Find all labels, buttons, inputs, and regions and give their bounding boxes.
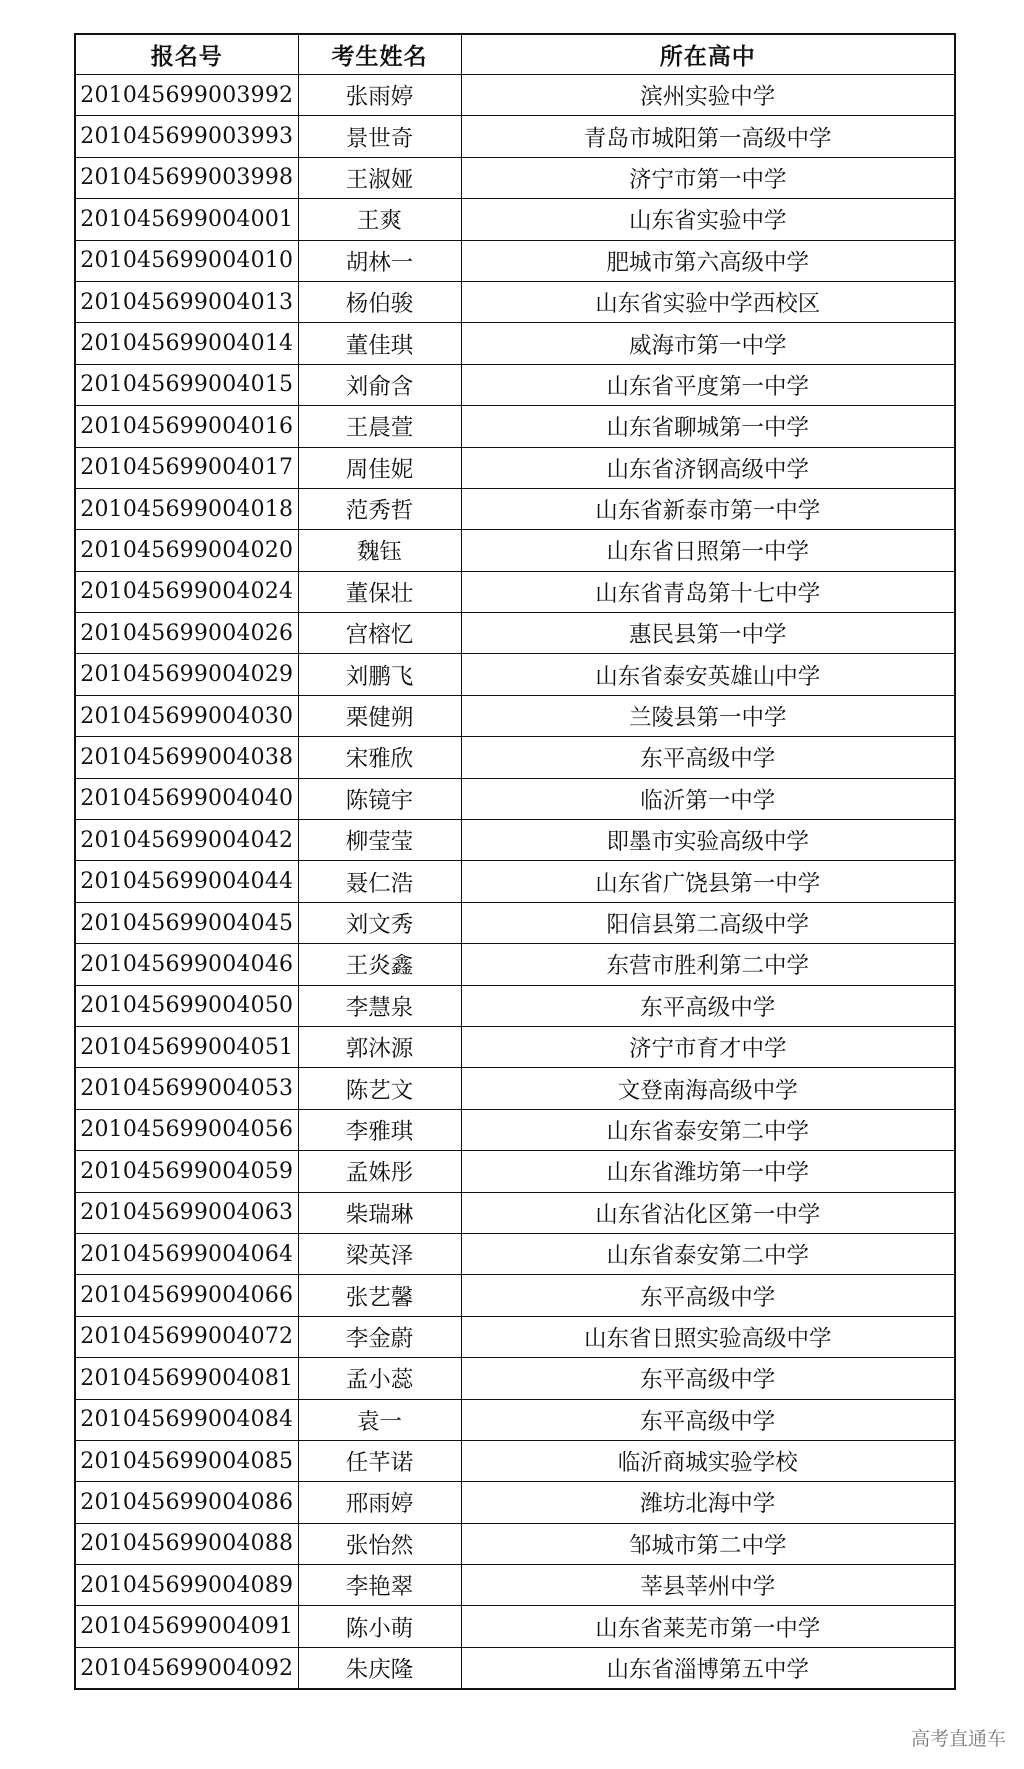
table-row [75, 1482, 955, 1523]
registration-number-cell: 201045699004017 [75, 447, 298, 488]
table-row [75, 695, 955, 736]
student-name-cell: 栗健朔 [298, 695, 461, 736]
table-row [75, 75, 955, 116]
student-name-cell: 董保壮 [298, 571, 461, 612]
table-row [75, 447, 955, 488]
header-high-school: 所在高中 [461, 34, 955, 75]
table-row [75, 654, 955, 695]
student-name-cell: 孟小蕊 [298, 1358, 461, 1399]
registration-number-cell: 201045699004020 [75, 530, 298, 571]
table-row [75, 240, 955, 281]
student-name-cell: 宋雅欣 [298, 737, 461, 778]
student-name-cell: 李金蔚 [298, 1316, 461, 1357]
table-row [75, 530, 955, 571]
table-row [75, 1151, 955, 1192]
registration-number-cell: 201045699004010 [75, 240, 298, 281]
high-school-cell: 阳信县第二高级中学 [461, 902, 955, 943]
student-name-cell: 宫榕忆 [298, 613, 461, 654]
registration-number-cell: 201045699004001 [75, 199, 298, 240]
table-row [75, 1109, 955, 1150]
student-name-cell: 周佳妮 [298, 447, 461, 488]
high-school-cell: 邹城市第二中学 [461, 1523, 955, 1564]
student-name-cell: 李雅琪 [298, 1109, 461, 1150]
registration-number-cell: 201045699004053 [75, 1068, 298, 1109]
table-row [75, 902, 955, 943]
student-name-cell: 张怡然 [298, 1523, 461, 1564]
registration-number-cell: 201045699004089 [75, 1565, 298, 1606]
table-row [75, 157, 955, 198]
registration-number-cell: 201045699004086 [75, 1482, 298, 1523]
student-name-cell: 魏钰 [298, 530, 461, 571]
high-school-cell: 山东省潍坊第一中学 [461, 1151, 955, 1192]
high-school-cell: 山东省广饶县第一中学 [461, 861, 955, 902]
registration-number-cell: 201045699004029 [75, 654, 298, 695]
registration-number-cell: 201045699004016 [75, 406, 298, 447]
table-row [75, 1192, 955, 1233]
student-name-cell: 梁英泽 [298, 1233, 461, 1274]
registration-number-cell: 201045699004091 [75, 1606, 298, 1647]
student-name-cell: 王淑娅 [298, 157, 461, 198]
high-school-cell: 山东省实验中学 [461, 199, 955, 240]
high-school-cell: 肥城市第六高级中学 [461, 240, 955, 281]
student-name-cell: 李艳翠 [298, 1565, 461, 1606]
high-school-cell: 山东省泰安英雄山中学 [461, 654, 955, 695]
high-school-cell: 东营市胜利第二中学 [461, 944, 955, 985]
high-school-cell: 青岛市城阳第一高级中学 [461, 116, 955, 157]
registration-number-cell: 201045699003998 [75, 157, 298, 198]
high-school-cell: 东平高级中学 [461, 1399, 955, 1440]
table-row [75, 406, 955, 447]
high-school-cell: 莘县莘州中学 [461, 1565, 955, 1606]
registration-number-cell: 201045699004013 [75, 281, 298, 322]
table-row [75, 281, 955, 322]
student-name-cell: 聂仁浩 [298, 861, 461, 902]
high-school-cell: 济宁市育才中学 [461, 1026, 955, 1067]
high-school-cell: 山东省济钢高级中学 [461, 447, 955, 488]
registration-number-cell: 201045699003993 [75, 116, 298, 157]
table-row [75, 613, 955, 654]
high-school-cell: 山东省泰安第二中学 [461, 1109, 955, 1150]
student-name-cell: 刘俞含 [298, 364, 461, 405]
high-school-cell: 威海市第一中学 [461, 323, 955, 364]
table-row [75, 1275, 955, 1316]
table-row [75, 1358, 955, 1399]
student-name-cell: 刘鹏飞 [298, 654, 461, 695]
registration-number-cell: 201045699004051 [75, 1026, 298, 1067]
admission-list-sheet [74, 33, 954, 1690]
registration-number-cell: 201045699004040 [75, 778, 298, 819]
high-school-cell: 东平高级中学 [461, 985, 955, 1026]
table-row [75, 737, 955, 778]
table-row [75, 820, 955, 861]
high-school-cell: 山东省沾化区第一中学 [461, 1192, 955, 1233]
student-name-cell: 任芊诺 [298, 1440, 461, 1481]
student-name-cell: 袁一 [298, 1399, 461, 1440]
high-school-cell: 山东省莱芜市第一中学 [461, 1606, 955, 1647]
table-row [75, 1523, 955, 1564]
high-school-cell: 临沂商城实验学校 [461, 1440, 955, 1481]
student-name-cell: 范秀哲 [298, 488, 461, 529]
table-row [75, 1026, 955, 1067]
registration-number-cell: 201045699004059 [75, 1151, 298, 1192]
high-school-cell: 山东省青岛第十七中学 [461, 571, 955, 612]
table-row [75, 985, 955, 1026]
high-school-cell: 东平高级中学 [461, 1358, 955, 1399]
student-name-cell: 李慧泉 [298, 985, 461, 1026]
registration-number-cell: 201045699004092 [75, 1647, 298, 1689]
registration-number-cell: 201045699004072 [75, 1316, 298, 1357]
high-school-cell: 济宁市第一中学 [461, 157, 955, 198]
high-school-cell: 山东省新泰市第一中学 [461, 488, 955, 529]
student-name-cell: 王爽 [298, 199, 461, 240]
student-name-cell: 胡林一 [298, 240, 461, 281]
table-row [75, 323, 955, 364]
registration-number-cell: 201045699004081 [75, 1358, 298, 1399]
high-school-cell: 临沂第一中学 [461, 778, 955, 819]
table-row [75, 861, 955, 902]
table-row [75, 1316, 955, 1357]
registration-number-cell: 201045699004066 [75, 1275, 298, 1316]
student-name-cell: 柳莹莹 [298, 820, 461, 861]
registration-number-cell: 201045699004085 [75, 1440, 298, 1481]
student-name-cell: 王炎鑫 [298, 944, 461, 985]
student-name-cell: 董佳琪 [298, 323, 461, 364]
high-school-cell: 山东省日照第一中学 [461, 530, 955, 571]
table-row [75, 944, 955, 985]
registration-number-cell: 201045699004064 [75, 1233, 298, 1274]
registration-number-cell: 201045699004056 [75, 1109, 298, 1150]
table-row [75, 1399, 955, 1440]
watermark-text: 高考直通车 [910, 1728, 1006, 1750]
student-name-cell: 刘文秀 [298, 902, 461, 943]
registration-number-cell: 201045699004026 [75, 613, 298, 654]
high-school-cell: 即墨市实验高级中学 [461, 820, 955, 861]
admission-table [74, 33, 956, 1690]
registration-number-cell: 201045699004018 [75, 488, 298, 529]
table-header-row [75, 34, 955, 75]
high-school-cell: 东平高级中学 [461, 1275, 955, 1316]
student-name-cell: 邢雨婷 [298, 1482, 461, 1523]
table-row [75, 199, 955, 240]
header-registration-number: 报名号 [75, 34, 298, 75]
table-body [75, 75, 955, 1690]
header-student-name: 考生姓名 [298, 34, 461, 75]
table-row [75, 364, 955, 405]
registration-number-cell: 201045699004042 [75, 820, 298, 861]
table-row [75, 116, 955, 157]
student-name-cell: 王晨萱 [298, 406, 461, 447]
high-school-cell: 山东省实验中学西校区 [461, 281, 955, 322]
registration-number-cell: 201045699004063 [75, 1192, 298, 1233]
registration-number-cell: 201045699004030 [75, 695, 298, 736]
registration-number-cell: 201045699004084 [75, 1399, 298, 1440]
table-row [75, 1647, 955, 1689]
table-row [75, 488, 955, 529]
registration-number-cell: 201045699004088 [75, 1523, 298, 1564]
registration-number-cell: 201045699004024 [75, 571, 298, 612]
student-name-cell: 陈艺文 [298, 1068, 461, 1109]
student-name-cell: 陈镜宇 [298, 778, 461, 819]
student-name-cell: 张艺馨 [298, 1275, 461, 1316]
table-row [75, 1233, 955, 1274]
student-name-cell: 杨伯骏 [298, 281, 461, 322]
high-school-cell: 潍坊北海中学 [461, 1482, 955, 1523]
table-row [75, 778, 955, 819]
table-row [75, 1606, 955, 1647]
registration-number-cell: 201045699003992 [75, 75, 298, 116]
registration-number-cell: 201045699004014 [75, 323, 298, 364]
registration-number-cell: 201045699004045 [75, 902, 298, 943]
student-name-cell: 张雨婷 [298, 75, 461, 116]
high-school-cell: 山东省泰安第二中学 [461, 1233, 955, 1274]
student-name-cell: 朱庆隆 [298, 1647, 461, 1689]
student-name-cell: 孟姝彤 [298, 1151, 461, 1192]
high-school-cell: 惠民县第一中学 [461, 613, 955, 654]
high-school-cell: 东平高级中学 [461, 737, 955, 778]
student-name-cell: 景世奇 [298, 116, 461, 157]
student-name-cell: 柴瑞琳 [298, 1192, 461, 1233]
high-school-cell: 山东省聊城第一中学 [461, 406, 955, 447]
table-row [75, 571, 955, 612]
table-row [75, 1440, 955, 1481]
high-school-cell: 滨州实验中学 [461, 75, 955, 116]
high-school-cell: 山东省平度第一中学 [461, 364, 955, 405]
high-school-cell: 山东省日照实验高级中学 [461, 1316, 955, 1357]
registration-number-cell: 201045699004038 [75, 737, 298, 778]
registration-number-cell: 201045699004046 [75, 944, 298, 985]
registration-number-cell: 201045699004050 [75, 985, 298, 1026]
high-school-cell: 山东省淄博第五中学 [461, 1647, 955, 1689]
student-name-cell: 郭沐源 [298, 1026, 461, 1067]
student-name-cell: 陈小萌 [298, 1606, 461, 1647]
table-row [75, 1565, 955, 1606]
high-school-cell: 文登南海高级中学 [461, 1068, 955, 1109]
registration-number-cell: 201045699004015 [75, 364, 298, 405]
registration-number-cell: 201045699004044 [75, 861, 298, 902]
table-row [75, 1068, 955, 1109]
high-school-cell: 兰陵县第一中学 [461, 695, 955, 736]
